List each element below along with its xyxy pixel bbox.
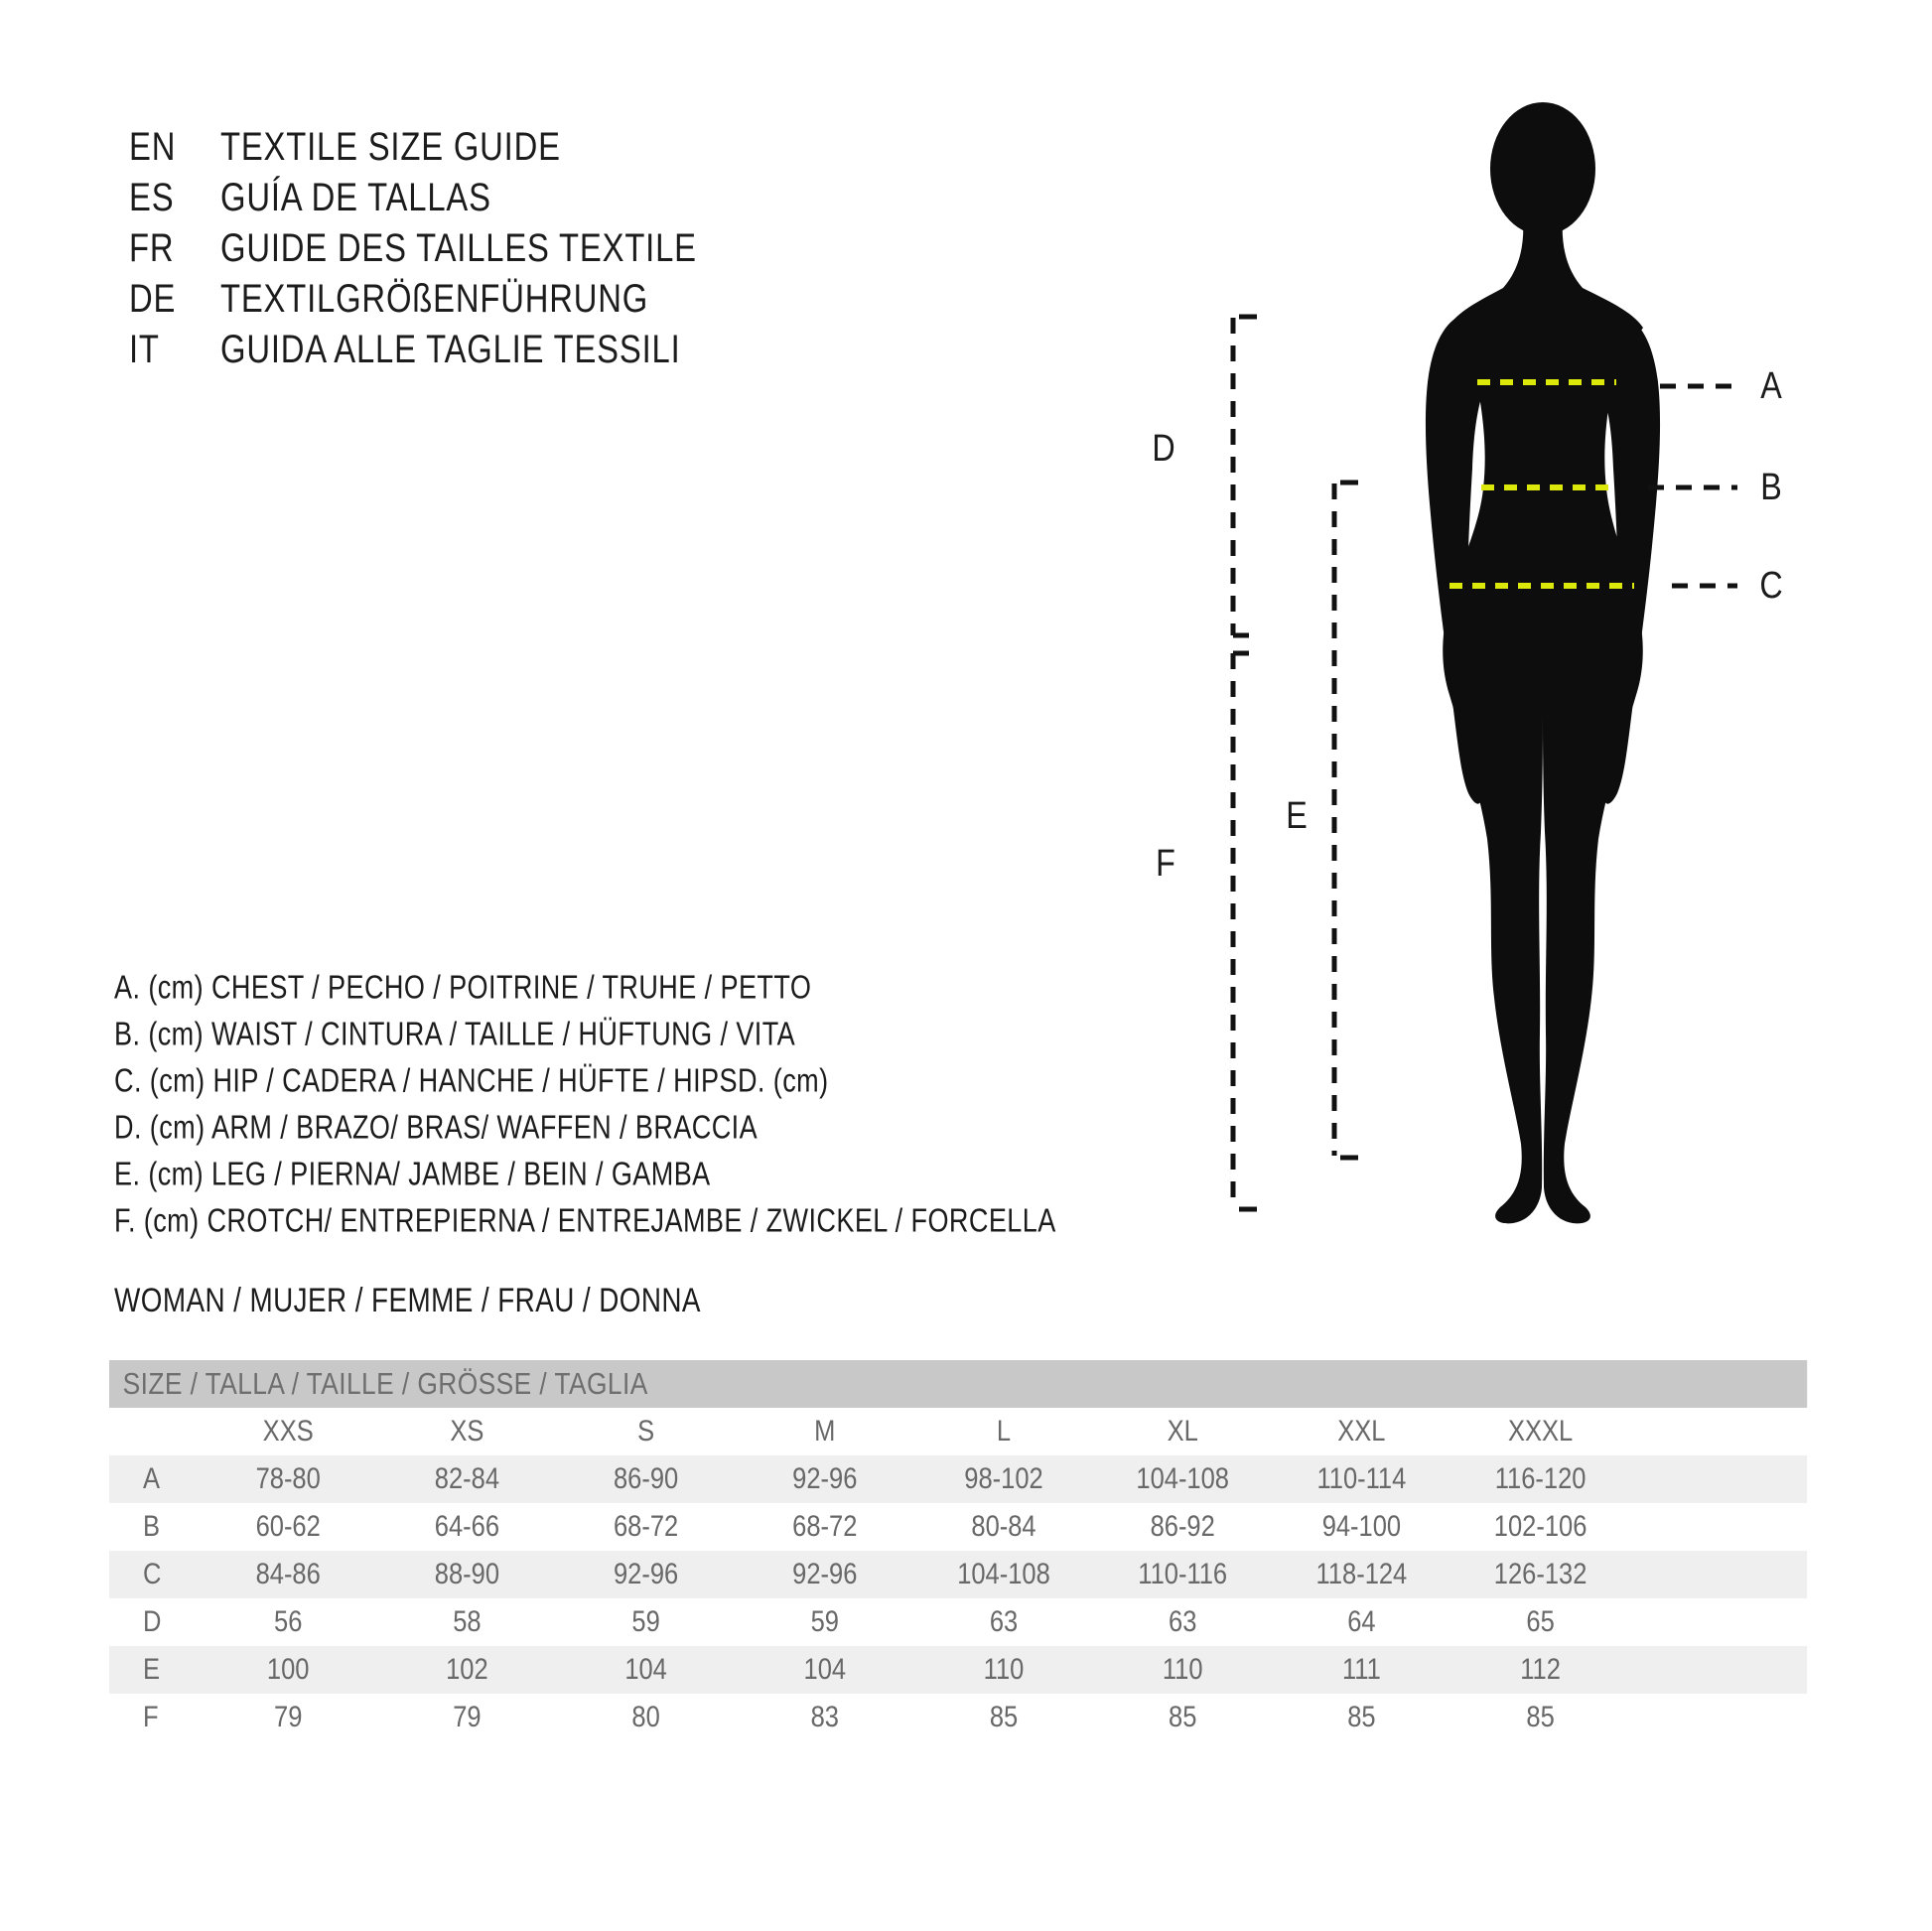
table-row-C [109, 1551, 1807, 1598]
table-cell: 56 [274, 1605, 303, 1638]
table-cell: 110-116 [1138, 1558, 1228, 1590]
table-row-B [109, 1503, 1807, 1551]
diagram-label-waist-B: B [1760, 467, 1782, 508]
table-cell: 59 [631, 1605, 660, 1638]
table-cell: 80-84 [971, 1510, 1036, 1543]
row-label: E [143, 1653, 161, 1686]
table-cell: 85 [1526, 1701, 1555, 1733]
legend-line-waist: B. (cm) WAIST / CINTURA / TAILLE / HÜFTUNG / VITA [114, 1015, 796, 1052]
table-cell: 64-66 [434, 1510, 500, 1543]
size-col-header: XL [1167, 1415, 1198, 1448]
table-cell: 116-120 [1494, 1462, 1587, 1495]
diagram-label-crotch-F: F [1156, 843, 1175, 885]
diagram-label-arm-D: D [1152, 428, 1175, 470]
lang-title-de: TEXTILGRÖßENFÜHRUNG [220, 277, 649, 321]
lang-code-it: IT [129, 328, 160, 371]
lang-code-en: EN [129, 125, 177, 169]
silhouette-head [1490, 102, 1595, 235]
legend-line-arm: D. (cm) ARM / BRAZO/ BRAS/ WAFFEN / BRACCIA [114, 1108, 759, 1146]
table-cell: 80 [631, 1701, 660, 1733]
table-cell: 92-96 [792, 1462, 858, 1495]
table-cell: 112 [1520, 1653, 1561, 1686]
size-table-sizes-row [109, 1408, 1807, 1455]
table-cell: 86-90 [613, 1462, 679, 1495]
lang-title-it: GUIDA ALLE TAGLIE TESSILI [220, 328, 681, 371]
table-cell: 82-84 [434, 1462, 500, 1495]
table-cell: 65 [1526, 1605, 1555, 1638]
table-cell: 111 [1342, 1653, 1381, 1686]
lang-title-fr: GUIDE DES TAILLES TEXTILE [220, 226, 697, 270]
table-cell: 68-72 [613, 1510, 679, 1543]
table-cell: 100 [266, 1653, 310, 1686]
table-cell: 85 [989, 1701, 1019, 1733]
table-row-E [109, 1646, 1807, 1694]
table-cell: 85 [1347, 1701, 1376, 1733]
table-cell: 79 [274, 1701, 303, 1733]
table-cell: 86-92 [1150, 1510, 1215, 1543]
table-cell: 59 [810, 1605, 839, 1638]
table-cell: 104-108 [1136, 1462, 1229, 1495]
table-cell: 60-62 [255, 1510, 321, 1543]
size-col-header: S [637, 1415, 655, 1448]
table-row-A [109, 1455, 1807, 1503]
table-cell: 110 [1162, 1653, 1203, 1686]
legend-line-hip: C. (cm) HIP / CADERA / HANCHE / HÜFTE / HIPSD. (cm) [114, 1061, 829, 1099]
table-cell: 104-108 [957, 1558, 1050, 1590]
table-cell: 126-132 [1493, 1558, 1587, 1590]
table-cell: 102 [446, 1653, 488, 1686]
lang-code-fr: FR [129, 226, 175, 270]
size-col-header: XS [450, 1415, 484, 1448]
table-cell: 68-72 [792, 1510, 858, 1543]
legend-line-crotch: F. (cm) CROTCH/ ENTREPIERNA / ENTREJAMBE / ZWICKEL / FORCELLA [114, 1201, 1056, 1239]
size-table-header-label: SIZE / TALLA / TAILLE / GRÖSSE / TAGLIA [122, 1366, 648, 1401]
table-cell: 104 [803, 1653, 847, 1686]
row-label: A [143, 1462, 161, 1495]
legend-line-chest: A. (cm) CHEST / PECHO / POITRINE / TRUHE / PETTO [114, 968, 812, 1006]
legend-line-leg: E. (cm) LEG / PIERNA/ JAMBE / BEIN / GAMBA [114, 1155, 711, 1192]
table-cell: 118-124 [1315, 1558, 1408, 1590]
size-col-header: M [814, 1415, 836, 1448]
table-cell: 94-100 [1321, 1510, 1402, 1543]
table-cell: 104 [624, 1653, 667, 1686]
table-row-F [109, 1694, 1807, 1741]
row-label: B [143, 1510, 161, 1543]
row-label: C [143, 1558, 162, 1590]
diagram-label-chest-A: A [1760, 365, 1782, 407]
table-row-D [109, 1598, 1807, 1646]
table-cell: 98-102 [964, 1462, 1043, 1495]
table-cell: 85 [1169, 1701, 1197, 1733]
body-measurement-diagram [1052, 60, 1932, 1291]
row-label: D [143, 1605, 162, 1638]
table-cell: 88-90 [434, 1558, 500, 1590]
gender-line: WOMAN / MUJER / FEMME / FRAU / DONNA [114, 1282, 701, 1319]
lang-title-en: TEXTILE SIZE GUIDE [220, 125, 561, 169]
table-cell: 63 [989, 1605, 1019, 1638]
lang-title-es: GUÍA DE TALLAS [220, 176, 491, 219]
size-table [109, 1360, 1807, 1741]
size-col-header: XXS [262, 1415, 314, 1448]
table-cell: 110-114 [1316, 1462, 1407, 1495]
size-table-header-bar [109, 1360, 1807, 1408]
lang-code-de: DE [129, 277, 177, 321]
table-cell: 64 [1347, 1605, 1376, 1638]
size-col-header: L [996, 1415, 1012, 1448]
row-label: F [143, 1701, 159, 1733]
lang-code-es: ES [129, 176, 175, 219]
table-cell: 102-106 [1493, 1510, 1587, 1543]
table-cell: 63 [1169, 1605, 1197, 1638]
table-cell: 110 [983, 1653, 1025, 1686]
size-col-header: XXL [1337, 1415, 1386, 1448]
table-cell: 92-96 [613, 1558, 679, 1590]
size-col-header: XXXL [1507, 1415, 1574, 1448]
table-cell: 84-86 [255, 1558, 321, 1590]
table-cell: 58 [453, 1605, 482, 1638]
diagram-label-hip-C: C [1759, 565, 1783, 607]
table-cell: 83 [810, 1701, 839, 1733]
diagram-label-leg-E: E [1286, 795, 1308, 837]
table-cell: 92-96 [792, 1558, 858, 1590]
table-cell: 78-80 [255, 1462, 321, 1495]
table-cell: 79 [453, 1701, 482, 1733]
